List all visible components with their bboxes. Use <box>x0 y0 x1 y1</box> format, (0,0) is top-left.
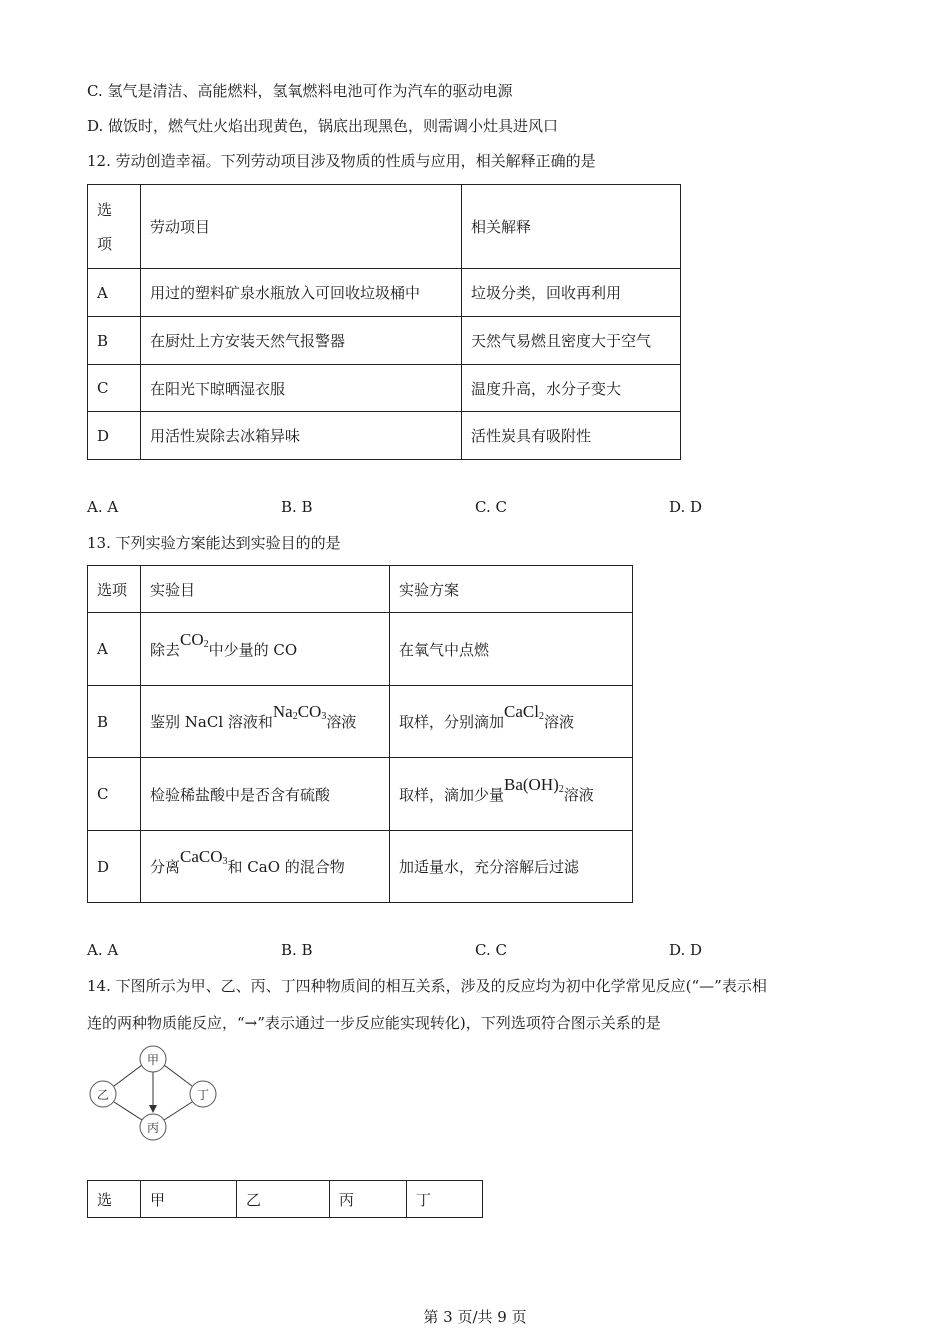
q13-table <box>87 565 633 903</box>
header-ding: 丁 <box>407 1181 483 1218</box>
purpose-text: 溶液 <box>326 713 357 731</box>
formula-main: Na <box>272 702 293 721</box>
formula-sub: 2 <box>558 783 564 795</box>
node-ding-label: 丁 <box>196 1088 210 1102</box>
table-row <box>88 758 633 831</box>
row-option: A <box>88 269 141 317</box>
formula-sub: 3 <box>321 711 327 722</box>
row-plan <box>390 758 633 831</box>
row-option: C <box>88 758 141 831</box>
plan-text: 取样，滴加少量 <box>399 785 505 804</box>
answer-option-d[interactable]: D. D <box>669 498 703 516</box>
row-option: B <box>88 317 141 365</box>
formula-main: CO <box>297 702 322 721</box>
row-option: B <box>88 686 141 758</box>
row-plan: 加适量水，充分溶解后过滤 <box>390 831 633 903</box>
row-plan: 在氧气中点燃 <box>390 613 633 686</box>
option-d-text: D. 做饭时，燃气灶火焰出现黄色，锅底出现黑色，则需调小灶具进风口 <box>87 117 559 135</box>
q13-answer-options <box>87 941 787 961</box>
answer-option-c[interactable]: C. C <box>475 498 507 516</box>
option-c-text: C. 氢气是清洁、高能燃料，氢氧燃料电池可作为汽车的驱动电源 <box>87 82 513 100</box>
table-row <box>88 613 633 686</box>
header-plan: 实验方案 <box>390 566 633 613</box>
q12-stem: 12. 劳动创造幸福。下列劳动项目涉及物质的性质与应用，相关解释正确的是 <box>87 152 596 170</box>
q14-stem-line2: 连的两种物质能反应，“→”表示通过一步反应能实现转化)，下列选项符合图示关系的是 <box>87 1014 661 1032</box>
formula <box>273 702 326 721</box>
formula-sub: 2 <box>292 711 298 722</box>
formula-main: CO <box>180 629 204 649</box>
formula-main: CaCl <box>504 702 539 721</box>
formula <box>180 630 209 649</box>
q12-table <box>87 184 681 460</box>
row-purpose <box>141 613 390 686</box>
header-option <box>88 185 141 269</box>
header-option-line1: 选 <box>97 200 113 219</box>
row-explain: 温度升高，水分子变大 <box>462 365 681 412</box>
header-option: 选项 <box>88 566 141 613</box>
answer-option-b[interactable]: B. B <box>281 941 313 959</box>
row-explain: 活性炭具有吸附性 <box>462 412 681 460</box>
node-yi-label: 乙 <box>96 1088 110 1102</box>
row-project: 用活性炭除去冰箱异味 <box>141 412 462 460</box>
answer-option-c[interactable]: C. C <box>475 941 507 959</box>
answer-option-d[interactable]: D. D <box>669 941 703 959</box>
answer-option-a[interactable]: A. A <box>87 498 119 516</box>
header-option: 选 <box>88 1181 141 1218</box>
table-header-row <box>88 185 681 269</box>
row-option: D <box>88 412 141 460</box>
q14-table <box>87 1180 483 1218</box>
header-purpose: 实验目 <box>141 566 390 613</box>
node-bing-label: 丙 <box>146 1121 160 1135</box>
row-option: D <box>88 831 141 903</box>
row-project: 在阳光下晾晒湿衣服 <box>141 365 462 412</box>
q12-answer-options <box>87 498 787 518</box>
header-project: 劳动项目 <box>141 185 462 269</box>
row-project: 在厨灶上方安装天然气报警器 <box>141 317 462 365</box>
formula-main: CaCO <box>180 847 223 866</box>
table-row <box>88 269 681 317</box>
row-plan <box>390 686 633 758</box>
header-jia: 甲 <box>141 1181 237 1218</box>
q14-stem-line1: 14. 下图所示为甲、乙、丙、丁四种物质间的相互关系，涉及的反应均为初中化学常见反应(“—”表示相 <box>87 977 767 995</box>
header-option-line2: 项 <box>97 234 113 253</box>
relation-diagram <box>84 1044 224 1144</box>
formula <box>504 775 564 794</box>
formula <box>180 847 228 866</box>
node-jia-label: 甲 <box>146 1053 160 1067</box>
q13-stem: 13. 下列实验方案能达到实验目的的是 <box>87 534 341 552</box>
edge-ding-bing <box>164 1102 192 1120</box>
table-row <box>88 365 681 412</box>
row-option: A <box>88 613 141 686</box>
page-footer: 第 3 页/共 9 页 <box>423 1308 527 1326</box>
plan-text: 溶液 <box>563 785 594 804</box>
edge-jia-yi <box>114 1065 142 1086</box>
formula-sub: 3 <box>222 856 228 867</box>
purpose-text: 分离 <box>150 858 181 876</box>
answer-option-b[interactable]: B. B <box>281 498 313 516</box>
header-explain: 相关解释 <box>462 185 681 269</box>
plan-text: 溶液 <box>543 713 574 731</box>
table-row <box>88 831 633 903</box>
table-row <box>88 412 681 460</box>
row-explain: 垃圾分类，回收再利用 <box>462 269 681 317</box>
formula-sub: 2 <box>538 711 544 722</box>
formula <box>504 702 544 721</box>
formula-sub: 2 <box>203 638 209 650</box>
row-explain: 天然气易燃且密度大于空气 <box>462 317 681 365</box>
purpose-text: 除去 <box>150 640 181 659</box>
answer-option-a[interactable]: A. A <box>87 941 119 959</box>
formula-main: Ba(OH) <box>504 774 559 794</box>
table-header-row <box>88 1181 483 1218</box>
header-yi: 乙 <box>237 1181 330 1218</box>
purpose-text: 鉴别 NaCl 溶液和 <box>150 713 273 731</box>
row-purpose <box>141 831 390 903</box>
row-option: C <box>88 365 141 412</box>
table-row <box>88 686 633 758</box>
edge-jia-ding <box>164 1065 192 1086</box>
purpose-text: 和 CaO 的混合物 <box>227 858 345 876</box>
edge-yi-bing <box>114 1102 142 1120</box>
table-header-row <box>88 566 633 613</box>
plan-text: 取样，分别滴加 <box>399 713 505 731</box>
row-project: 用过的塑料矿泉水瓶放入可回收垃圾桶中 <box>141 269 462 317</box>
row-purpose <box>141 686 390 758</box>
purpose-text: 中少量的 CO <box>208 640 298 659</box>
row-purpose: 检验稀盐酸中是否含有硫酸 <box>141 758 390 831</box>
header-bing: 丙 <box>330 1181 407 1218</box>
table-row <box>88 317 681 365</box>
